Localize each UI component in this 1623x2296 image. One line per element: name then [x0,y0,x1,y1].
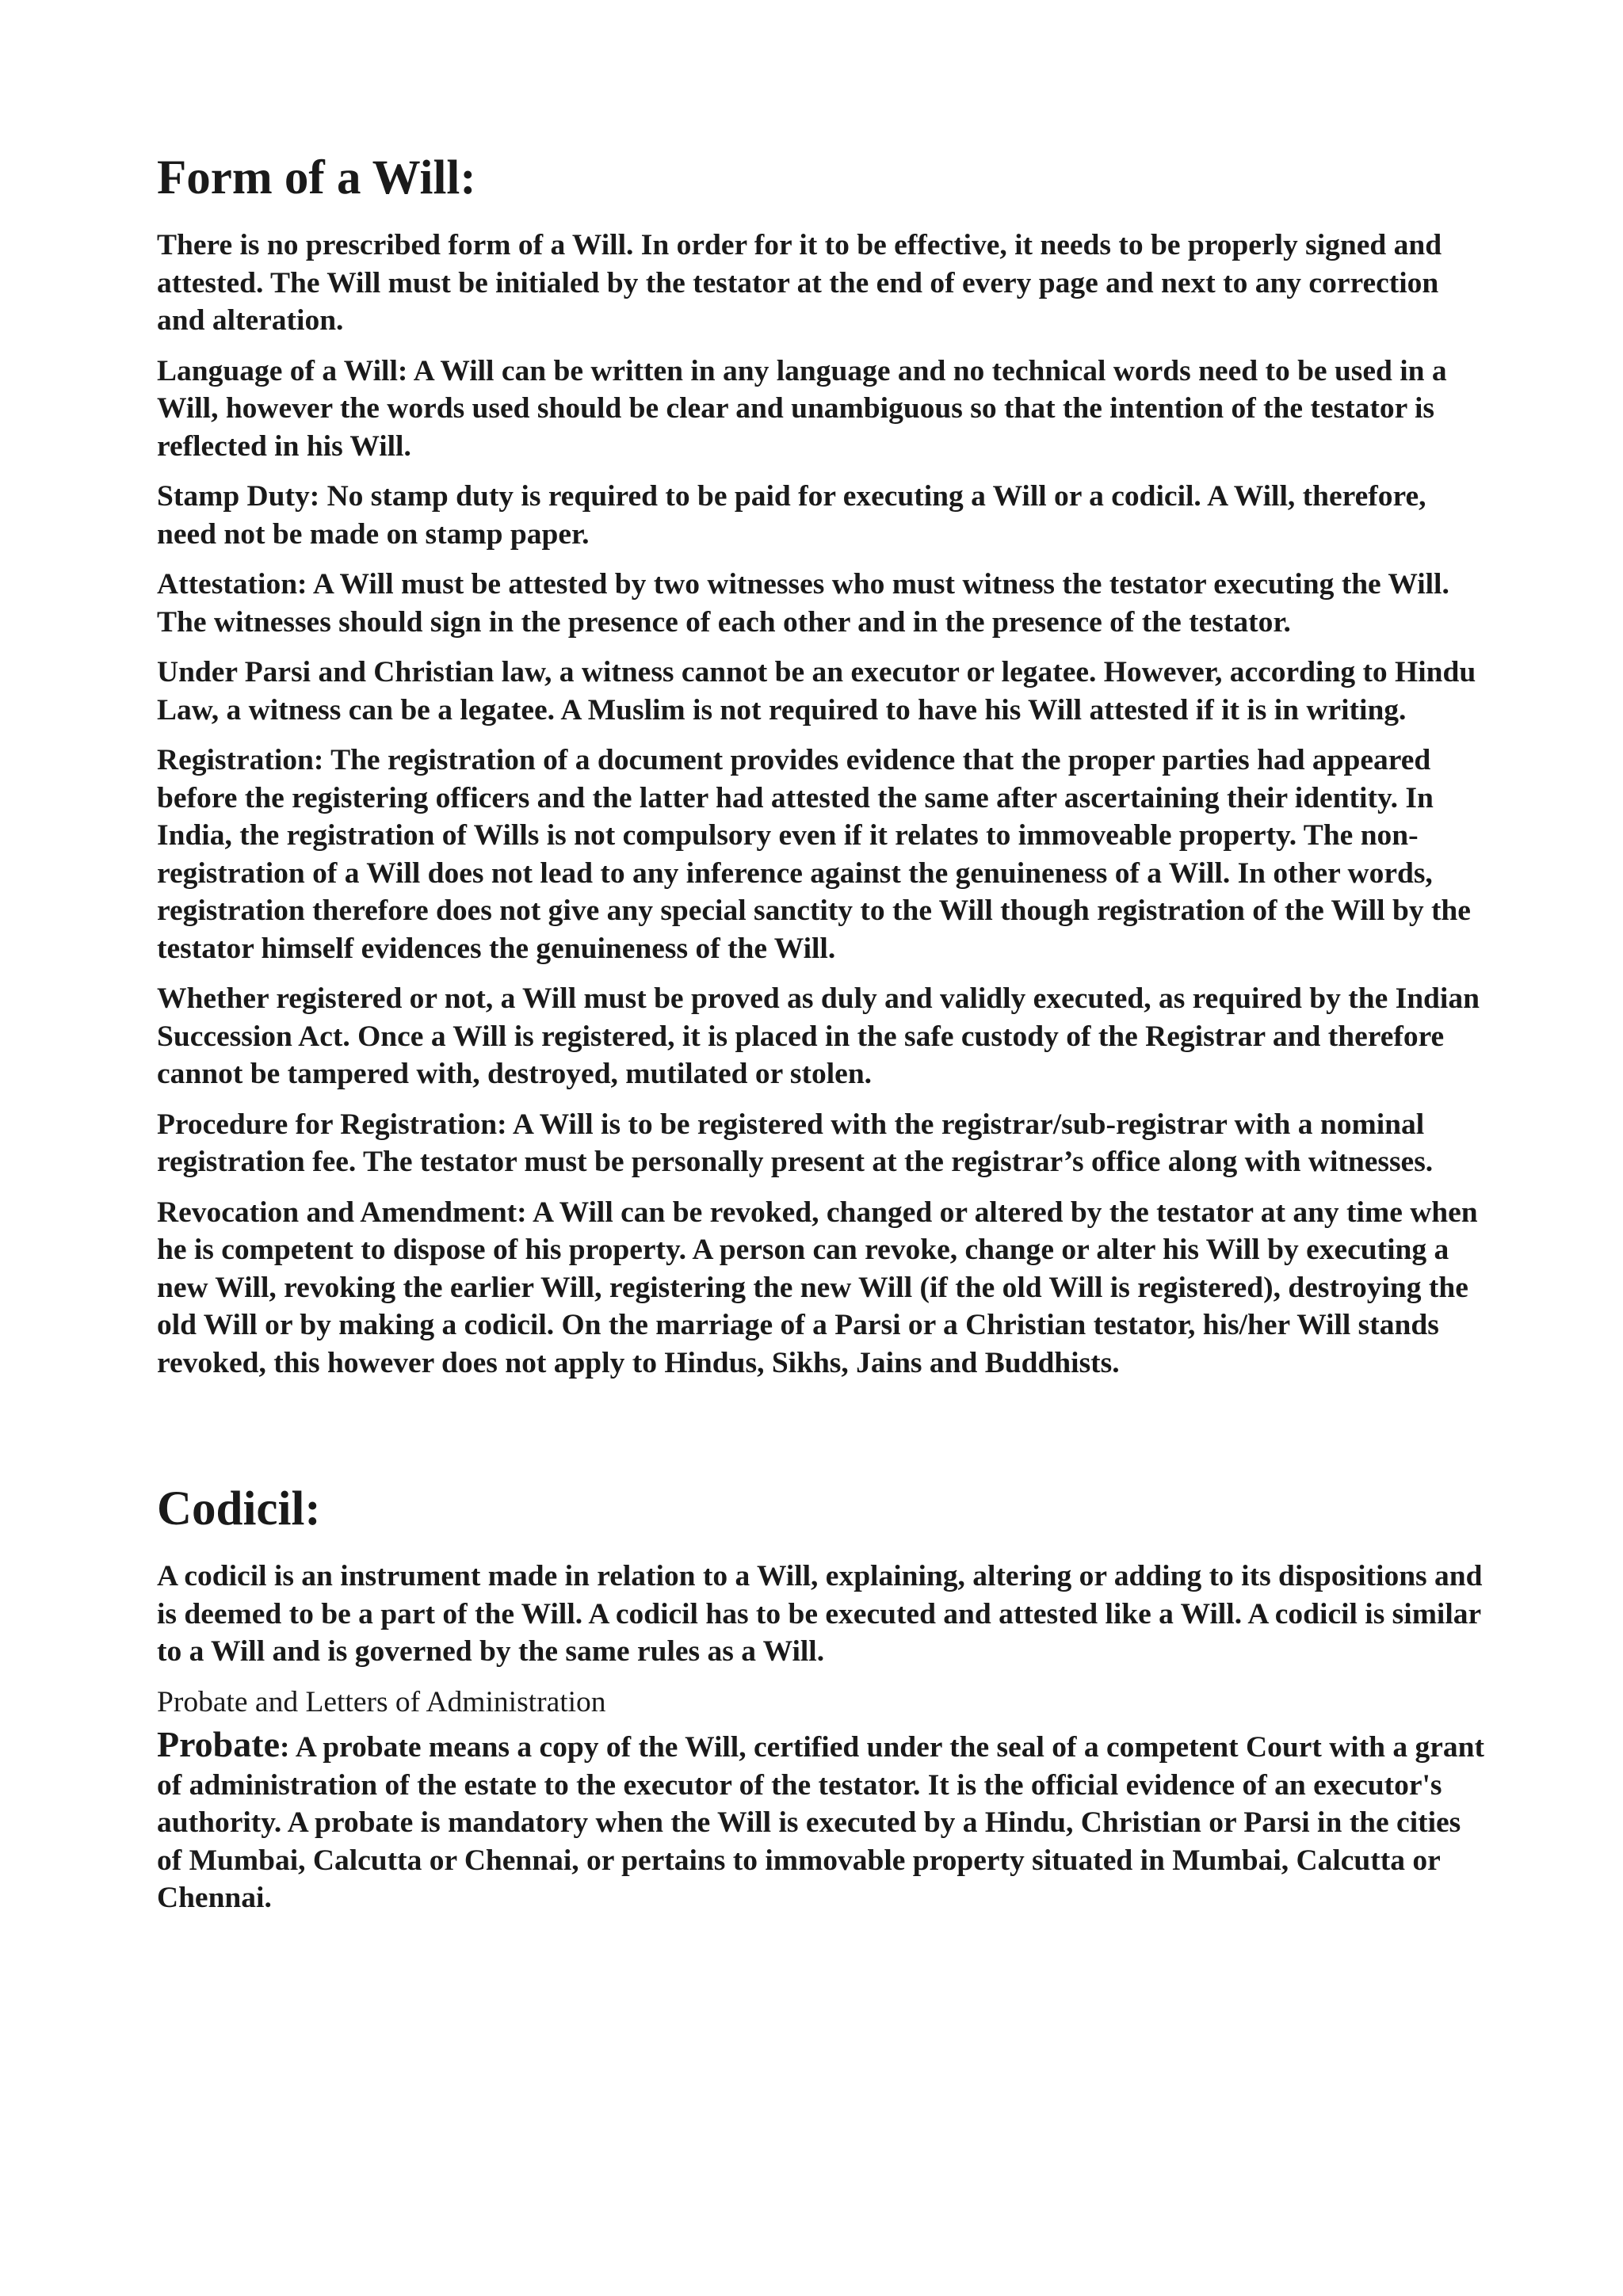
section-spacer [157,1394,1488,1482]
probate-label: Probate [157,1724,281,1765]
paragraph-stamp-duty: Stamp Duty: No stamp duty is required to be paid for executing a Will or a codicil. A Will, therefore, need not be made on stamp paper. [157,480,1426,551]
paragraph-revocation: Revocation and Amendment: A Will can be revoked, changed or altered by the testator at any time when he is competent to dispose of his property. A person can revoke, change or alter his Will by executing a new Will, revoking the earlier Will, registering the new Will (if the old Will is registered), destroying the old Will or by making a codicil. On the marriage of a Parsi or a Christian testator, his/her Will stands revoked, this however does not apply to Hindus, Sikhs, Jains and Buddhists. [157,1196,1478,1379]
paragraph-codicil: A codicil is an instrument made in relation to a Will, explaining, altering or adding to its dispositions and is deemed to be a part of the Will. A codicil has to be executed and attested like a Will. A codicil is similar to a Will and is governed by the same rules as a Will. [157,1560,1483,1669]
paragraph-registration-procedure: Procedure for Registration: A Will is to be registered with the registrar/sub-registrar with a nominal registration fee. The testator must be personally present at the registrar’s office along with witnesses. [157,1108,1434,1179]
paragraph-language: Language of a Will: A Will can be written in any language and no technical words need to be used in a Will, however the words used should be clear and unambiguous so that the intention of the testator is reflected in his Will. [157,354,1447,463]
paragraph-registration: Registration: The registration of a document provides evidence that the proper parties had appeared before the registering officers and the latter had attested the same after ascertaining their identity. In India, the registration of Wills is not compulsory even if it relates to immoveable property. The non-registration of a Will does not lead to any inference against the genuineness of a Will. In other words, registration therefore does not give any special sanctity to the Will though registration of the Will by the testator himself evidences the genuineness of the Will. [157,744,1471,965]
probate-text: : A probate means a copy of the Will, certified under the seal of a competent Court with a grant of administration of the estate to the executor of the testator. It is the official evidence of an executor's authority. A probate is mandatory when the Will is executed by a Hindu, Christian or Parsi in the cities of Mumbai, Calcutta or Chennai, or pertains to immovable property situated in Mumbai, Calcutta or Chennai. [157,1731,1485,1915]
section-heading-form-of-will: Form of a Will: [157,151,476,204]
paragraph-probate [157,1726,1488,1917]
paragraph-attestation: Attestation: A Will must be attested by two witnesses who must witness the testator executing the Will. The witnesses should sign in the presence of each other and in the presence of the testator. [157,568,1449,639]
paragraph-prescribed-form: There is no prescribed form of a Will. In order for it to be effective, it needs to be properly signed and attested. The Will must be initialed by the testator at the end of every page and next to any correction and alteration. [157,229,1442,338]
document-page [157,151,1488,1930]
section-heading-codicil: Codicil: [157,1482,321,1536]
paragraph-proof-of-will: Whether registered or not, a Will must be proved as duly and validly executed, as required by the Indian Succession Act. Once a Will is registered, it is placed in the safe custody of the Registrar and therefore cannot be tampered with, destroyed, mutilated or stolen. [157,982,1480,1091]
paragraph-witness-rules: Under Parsi and Christian law, a witness cannot be an executor or legatee. However, according to Hindu Law, a witness can be a legatee. A Muslim is not required to have his Will attested if it is in writing. [157,656,1476,727]
subheading-probate-letters: Probate and Letters of Administration [157,1685,606,1718]
